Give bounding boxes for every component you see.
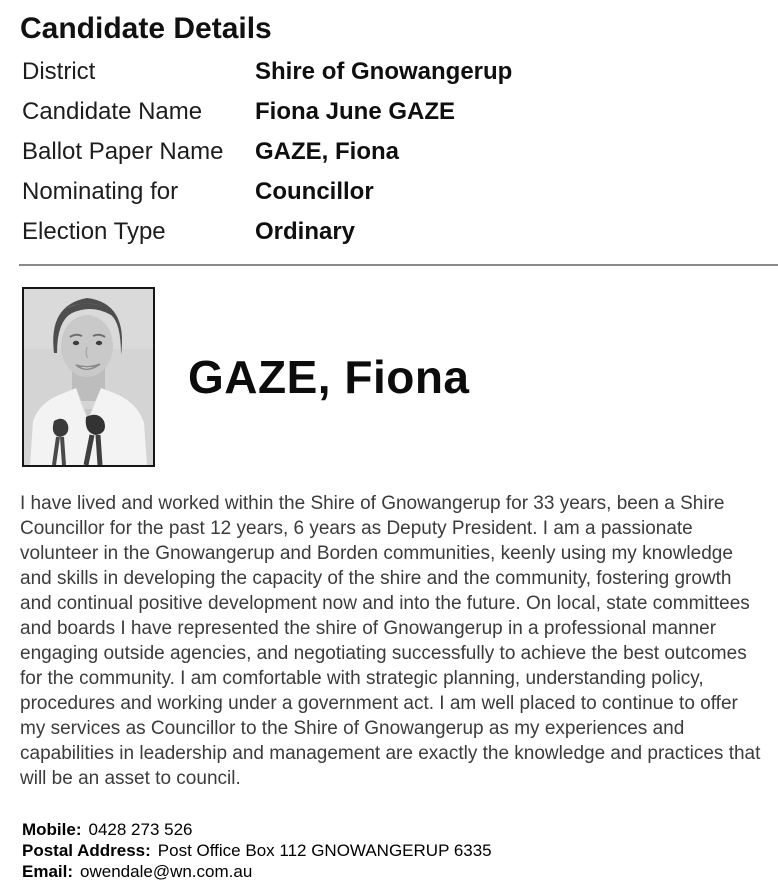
detail-label: District [22,58,96,85]
detail-label: Election Type [22,218,166,245]
candidate-profile-section [22,287,778,467]
detail-value: Shire of Gnowangerup [255,58,513,85]
contact-postal-address [22,840,778,861]
mobile-value: 0428 273 526 [88,820,193,839]
detail-value: Ordinary [255,218,356,245]
detail-row-ballot-paper-name [22,140,778,164]
detail-label: Candidate Name [22,98,203,125]
email-value: owendale@wn.com.au [80,862,253,881]
candidate-photo [22,287,155,467]
detail-label: Nominating for [22,178,179,205]
candidate-details-list [22,60,778,244]
detail-row-district [22,60,778,84]
postal-address-label: Postal Address: [22,841,151,860]
candidate-bio-text: I have lived and worked within the Shire of Gnowangerup for 33 years, been a Shire Councillor for the past 12 years, 6 years as Deputy President. I am a passionate volunteer in the Gnowangerup and Borden communities, keenly using my knowledge and skills in developing the capacity of the shire and the community, fostering growth and continual positive development now and into the future. On local, state committees and boards I have represented the shire of Gnowangerup in a professional manner engaging outside agencies, and negotiating successfully to achieve the best outcomes for the community. I am comfortable with strategic planning, understanding policy, procedures and working under a government act. I am well placed to continue to offer my services as Councillor to the Shire of Gnowangerup as my experiences and capabilities in leadership and management are exactly the knowledge and practices that will be an asset to council. [20,493,761,789]
detail-value: Councillor [255,178,374,205]
detail-row-election-type [22,220,778,244]
contact-details [22,819,778,882]
candidate-display-name: GAZE, Fiona [188,351,470,403]
email-label: Email: [22,862,74,881]
detail-label: Ballot Paper Name [22,138,224,165]
mobile-label: Mobile: [22,820,82,839]
detail-row-candidate-name [22,100,778,124]
detail-value: GAZE, Fiona [255,138,399,165]
candidate-photo-illustration [24,289,153,465]
section-divider [19,264,778,266]
page-title: Candidate Details [20,12,272,45]
postal-address-value: Post Office Box 112 GNOWANGERUP 6335 [157,841,492,860]
contact-email [22,861,778,882]
detail-row-nominating-for [22,180,778,204]
contact-mobile [22,819,778,840]
detail-value: Fiona June GAZE [255,98,456,125]
